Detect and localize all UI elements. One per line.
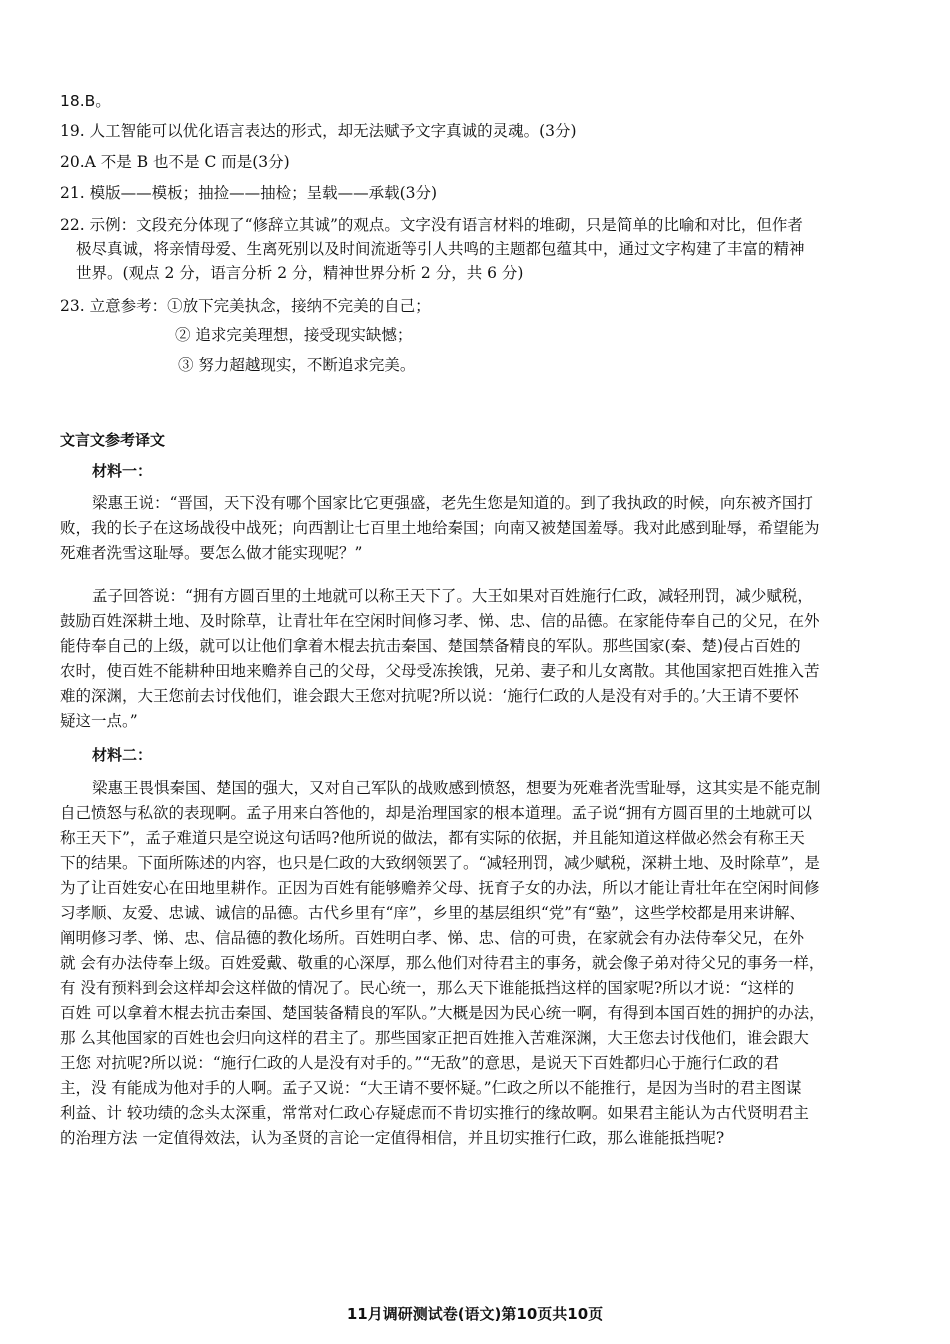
material-2-para-line: 王您 对抗呢?所以说：“施行仁政的人是没有对手的。”“无敌”的意思，是说天下百姓都归心于施行仁政的君 (60, 1054, 780, 1072)
material-2-para-line: 利益、计 较功绩的念头太深重，常常对仁政心存疑虑而不肯切实推行的缘故啊。如果君主能认为古代贤明君主 (60, 1104, 809, 1122)
material-2-title: 材料二： (92, 746, 153, 764)
answer-23-line: ② 追求完美理想，接受现实缺憾； (175, 326, 413, 344)
answer-22-line: 世界。(观点 2 分，语言分析 2 分，精神世界分析 2 分，共 6 分) (76, 264, 524, 282)
answer-21: 21. 模版——模板；抽捡——抽检；呈载——承载(3分) (60, 184, 438, 202)
material-1-para-2-line: 能侍奉自己的上级，就可以让他们拿着木棍去抗击秦国、楚国禁备精良的军队。那些国家(秦、楚)侵占百姓的 (60, 637, 801, 655)
material-2-para-line: 称王天下”，孟子难道只是空说这句话吗?他所说的做法，都有实际的依据，并且能知道这样做必然会有称王天 (60, 829, 805, 847)
material-2-para-line: 为了让百姓安心在田地里耕作。正因为百姓有能够赡养父母、抚育子女的办法，所以才能让青壮年在空闲时间修 (60, 879, 820, 897)
material-1-para-1-line: 死难者洗雪这耻辱。要怎么做才能实现呢？” (60, 544, 363, 562)
material-1-para-2-line: 孟子回答说：“拥有方圆百里的土地就可以称王天下了。大王如果对百姓施行仁政，减轻刑罚，减少赋税， (92, 587, 813, 605)
material-2-para-line: 阐明修习孝、悌、忠、信品德的教化场所。百姓明白孝、悌、忠、信的可贵，在家就会有办法侍奉父兄，在外 (60, 929, 805, 947)
material-1-para-1-line: 败，我的长子在这场战役中战死；向西割让七百里土地给秦国；向南又被楚国羞辱。我对此感到耻辱，希望能为 (60, 519, 820, 537)
answer-22-line: 极尽真诚，将亲情母爱、生离死别以及时间流逝等引人共鸣的主题都包蕴其中，通过文字构建了丰富的精神 (76, 240, 805, 258)
answer-19: 19. 人工智能可以优化语言表达的形式，却无法赋予文字真诚的灵魂。(3分) (60, 122, 577, 140)
material-2-para-line: 下的结果。下面所陈述的内容，也只是仁政的大致纲领罢了。“减轻刑罚，减少赋税，深耕土地、及时除草”，是 (60, 854, 820, 872)
answer-23-line: ③ 努力超越现实，不断追求完美。 (178, 356, 416, 374)
material-1-para-2-line: 鼓励百姓深耕土地、及时除草，让青壮年在空闲时间修习孝、悌、忠、信的品德。在家能侍奉自己的父兄，在外 (60, 612, 820, 630)
material-1-title: 材料一： (92, 462, 153, 480)
material-1-para-2-line: 农时，使百姓不能耕种田地来赡养自己的父母，父母受冻挨饿，兄弟、妻子和儿女离散。其他国家把百姓推入苦 (60, 662, 820, 680)
material-2-para-line: 梁惠王畏惧秦国、楚国的强大，又对自己军队的战败感到愤怒，想要为死难者洗雪耻辱，这其实是不能克制 (92, 779, 821, 797)
material-2-para-line: 习孝顺、友爱、忠诚、诚信的品德。古代乡里有“庠”，乡里的基层组织“党”有“塾”，这些学校都是用来讲解、 (60, 904, 806, 922)
answer-23-line: 23. 立意参考：①放下完美执念，接纳不完美的自己； (60, 297, 431, 315)
material-2-para-line: 主，没 有能成为他对手的人啊。孟子又说：“大王请不要怀疑。”仁政之所以不能推行，是因为当时的君主图谋 (60, 1079, 802, 1097)
material-2-para-line: 就 会有办法侍奉上级。百姓爱戴、敬重的心深厚，那么他们对待君主的事务，就会像子弟对待父兄的事务一样， (60, 954, 825, 972)
material-2-para-line: 自己愤怒与私欲的表现啊。孟子用来白答他的，却是治理国家的根本道理。孟子说“拥有方圆百里的土地就可以 (60, 804, 812, 822)
page-footer: 11月调研测试卷(语文)第10页共10页 (346, 1305, 604, 1323)
answer-20: 20.A 不是 B 也不是 C 而是(3分) (60, 153, 290, 171)
translation-heading: 文言文参考译文 (60, 431, 166, 449)
material-1-para-2-line: 疑这一点。” (60, 712, 138, 730)
material-2-para-line: 百姓 可以拿着木棍去抗击秦国、楚国装备精良的军队。”大概是因为民心统一啊，有得到本国百姓的拥护的办法， (60, 1004, 825, 1022)
material-1-para-2-line: 难的深渊，大王您前去讨伐他们，谁会跟大王您对抗呢?所以说：‘施行仁政的人是没有对手的。’大王请不要怀 (60, 687, 799, 705)
answer-18: 18.B。 (60, 92, 111, 110)
material-1-para-1-line: 梁惠王说：“晋国，天下没有哪个国家比它更强盛，老先生您是知道的。到了我执政的时候，向东被齐国打 (92, 494, 813, 512)
material-2-para-line: 那 么其他国家的百姓也会归向这样的君主了。那些国家正把百姓推入苦难深渊，大王您去讨伐他们，谁会跟大 (60, 1029, 809, 1047)
material-2-para-line: 有 没有预料到会这样却会这样做的情况了。民心统一，那么天下谁能抵挡这样的国家呢?所以才说：“这样的 (60, 979, 795, 997)
material-2-para-line: 的治理方法 一定值得效法，认为圣贤的言论一定值得相信，并且切实推行仁政，那么谁能抵挡呢? (60, 1129, 725, 1147)
answer-22-line: 22. 示例：文段充分体现了“修辞立其诚”的观点。文字没有语言材料的堆砌，只是简单的比喻和对比，但作者 (60, 216, 803, 234)
